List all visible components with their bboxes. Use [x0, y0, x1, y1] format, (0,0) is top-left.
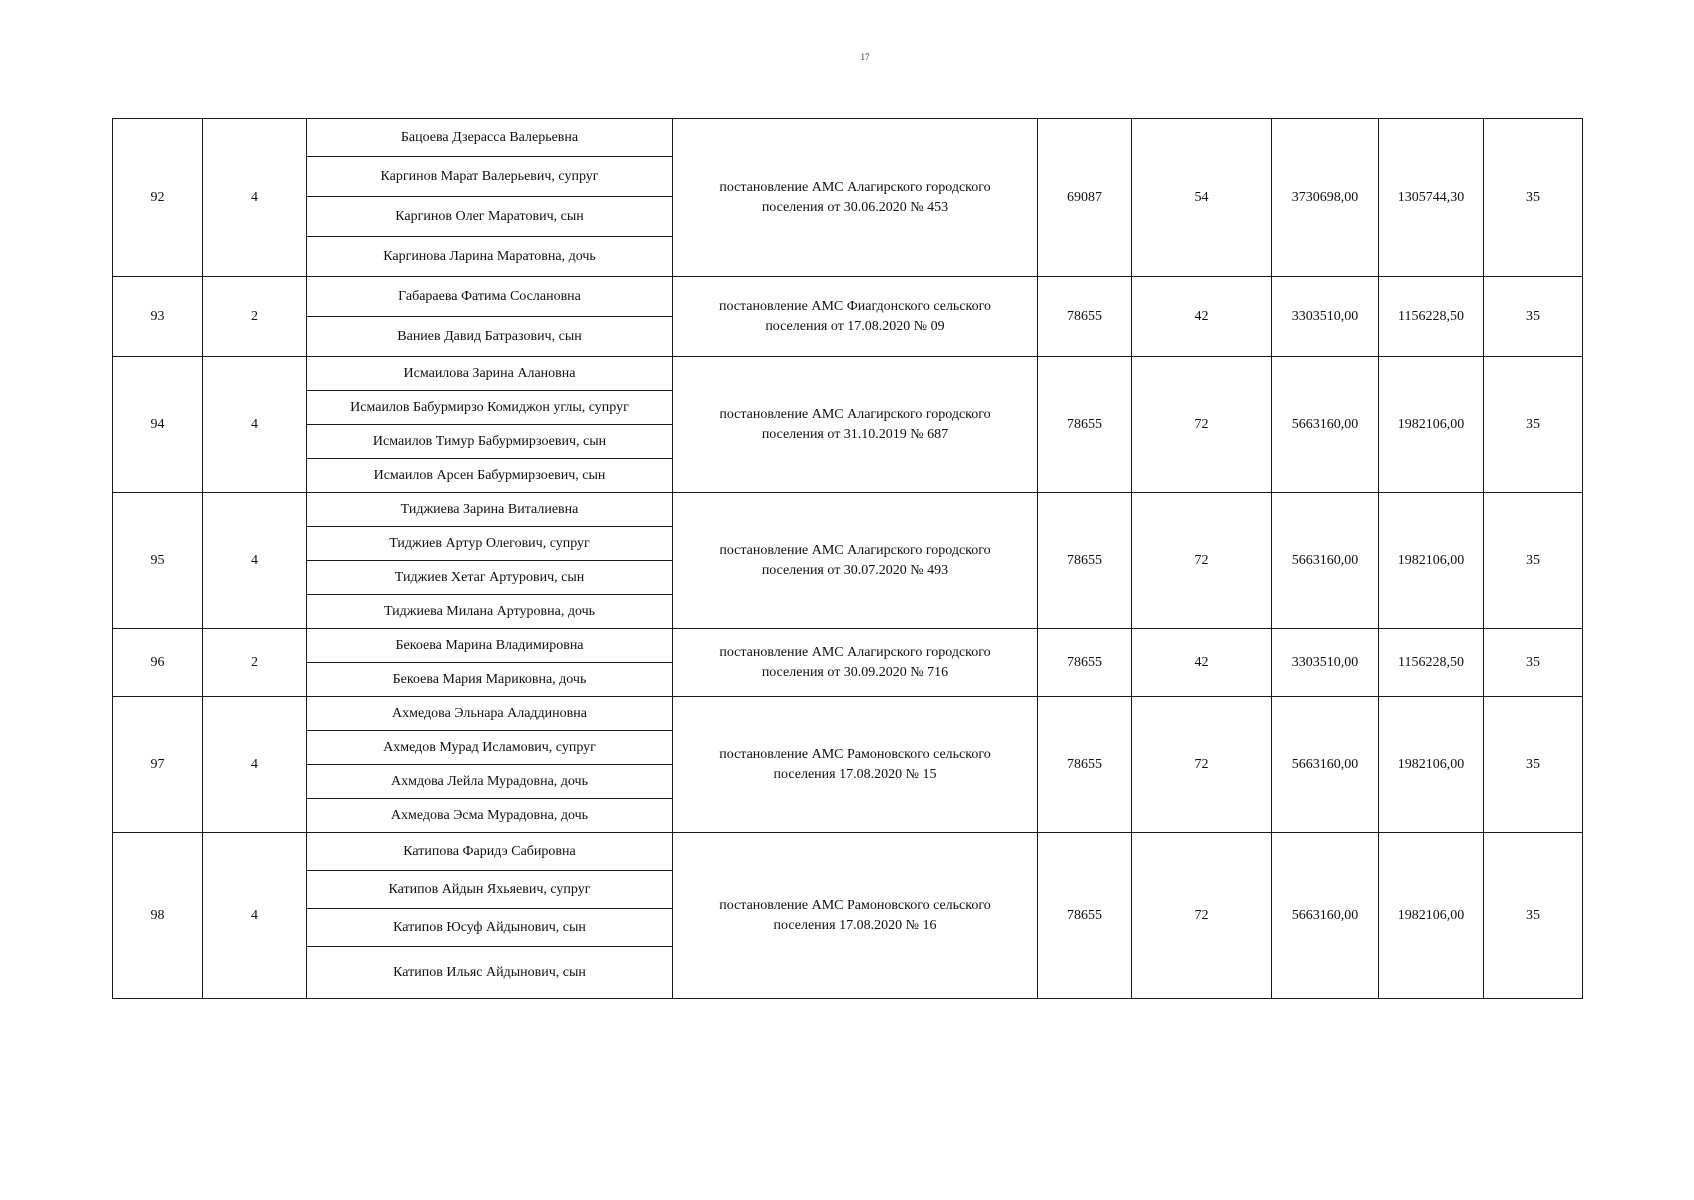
family-member-name: Катипов Айдын Яхьяевич, супруг	[307, 871, 673, 909]
page-number: 17	[860, 52, 870, 62]
total-cost: 5663160,00	[1272, 357, 1379, 493]
family-member-name: Каргинова Ларина Маратовна, дочь	[307, 237, 673, 277]
row-number: 94	[113, 357, 203, 493]
row-number: 95	[113, 493, 203, 629]
row-number: 97	[113, 697, 203, 833]
total-cost: 3303510,00	[1272, 629, 1379, 697]
subsidy-amount: 1156228,50	[1379, 277, 1484, 357]
table-row	[113, 833, 1583, 871]
family-member-name: Исмаилова Зарина Алановна	[307, 357, 673, 391]
area: 42	[1132, 629, 1272, 697]
table-body	[113, 119, 1583, 999]
row-number: 98	[113, 833, 203, 999]
price-per-sqm: 69087	[1038, 119, 1132, 277]
table-row	[113, 493, 1583, 527]
family-member-name: Ахмедов Мурад Исламович, супруг	[307, 731, 673, 765]
resolution-doc: постановление АМС Рамоновского сельского поселения 17.08.2020 № 16	[673, 833, 1038, 999]
total-cost: 5663160,00	[1272, 697, 1379, 833]
family-member-name: Тиджиев Артур Олегович, супруг	[307, 527, 673, 561]
table-row	[113, 697, 1583, 731]
price-per-sqm: 78655	[1038, 833, 1132, 999]
family-member-name: Каргинов Олег Маратович, сын	[307, 197, 673, 237]
subsidy-amount: 1982106,00	[1379, 833, 1484, 999]
row-number: 92	[113, 119, 203, 277]
resolution-doc: постановление АМС Алагирского городского поселения от 31.10.2019 № 687	[673, 357, 1038, 493]
resolution-doc: постановление АМС Алагирского городского поселения от 30.09.2020 № 716	[673, 629, 1038, 697]
table-row	[113, 629, 1583, 663]
family-member-name: Тиджиев Хетаг Артурович, сын	[307, 561, 673, 595]
family-member-name: Катипов Юсуф Айдынович, сын	[307, 909, 673, 947]
family-member-name: Исмаилов Арсен Бабурмирзоевич, сын	[307, 459, 673, 493]
total-cost: 5663160,00	[1272, 833, 1379, 999]
resolution-doc: постановление АМС Фиагдонского сельского поселения от 17.08.2020 № 09	[673, 277, 1038, 357]
subsidy-amount: 1982106,00	[1379, 493, 1484, 629]
percent: 35	[1484, 277, 1583, 357]
family-member-name: Тиджиева Милана Артуровна, дочь	[307, 595, 673, 629]
family-member-name: Ваниев Давид Батразович, сын	[307, 317, 673, 357]
family-member-name: Ахмдова Лейла Мурадовна, дочь	[307, 765, 673, 799]
family-member-name: Тиджиева Зарина Виталиевна	[307, 493, 673, 527]
area: 54	[1132, 119, 1272, 277]
total-cost: 3730698,00	[1272, 119, 1379, 277]
price-per-sqm: 78655	[1038, 277, 1132, 357]
resolution-doc: постановление АМС Рамоновского сельского поселения 17.08.2020 № 15	[673, 697, 1038, 833]
price-per-sqm: 78655	[1038, 357, 1132, 493]
family-member-name: Бекоева Мария Мариковна, дочь	[307, 663, 673, 697]
members-count: 4	[203, 697, 307, 833]
price-per-sqm: 78655	[1038, 697, 1132, 833]
area: 72	[1132, 697, 1272, 833]
family-member-name: Катипова Фаридэ Сабировна	[307, 833, 673, 871]
resolution-doc: постановление АМС Алагирского городского поселения от 30.07.2020 № 493	[673, 493, 1038, 629]
table-row	[113, 357, 1583, 391]
family-member-name: Ахмедова Эльнара Аладдиновна	[307, 697, 673, 731]
area: 72	[1132, 493, 1272, 629]
members-count: 2	[203, 629, 307, 697]
table-row	[113, 119, 1583, 157]
percent: 35	[1484, 833, 1583, 999]
percent: 35	[1484, 629, 1583, 697]
area: 72	[1132, 357, 1272, 493]
members-count: 4	[203, 357, 307, 493]
area: 42	[1132, 277, 1272, 357]
family-member-name: Бекоева Марина Владимировна	[307, 629, 673, 663]
total-cost: 3303510,00	[1272, 277, 1379, 357]
table-row	[113, 277, 1583, 317]
family-member-name: Ахмедова Эсма Мурадовна, дочь	[307, 799, 673, 833]
area: 72	[1132, 833, 1272, 999]
row-number: 96	[113, 629, 203, 697]
row-number: 93	[113, 277, 203, 357]
members-count: 4	[203, 119, 307, 277]
family-member-name: Катипов Ильяс Айдынович, сын	[307, 947, 673, 999]
family-member-name: Исмаилов Бабурмирзо Комиджон углы, супруг	[307, 391, 673, 425]
subsidy-amount: 1156228,50	[1379, 629, 1484, 697]
price-per-sqm: 78655	[1038, 629, 1132, 697]
percent: 35	[1484, 697, 1583, 833]
resolution-doc: постановление АМС Алагирского городского поселения от 30.06.2020 № 453	[673, 119, 1038, 277]
family-member-name: Исмаилов Тимур Бабурмирзоевич, сын	[307, 425, 673, 459]
subsidy-amount: 1982106,00	[1379, 697, 1484, 833]
members-count: 2	[203, 277, 307, 357]
percent: 35	[1484, 357, 1583, 493]
family-member-name: Каргинов Марат Валерьевич, супруг	[307, 157, 673, 197]
subsidy-amount: 1305744,30	[1379, 119, 1484, 277]
price-per-sqm: 78655	[1038, 493, 1132, 629]
subsidy-amount: 1982106,00	[1379, 357, 1484, 493]
total-cost: 5663160,00	[1272, 493, 1379, 629]
family-member-name: Габараева Фатима Сослановна	[307, 277, 673, 317]
percent: 35	[1484, 493, 1583, 629]
family-member-name: Бацоева Дзерасса Валерьевна	[307, 119, 673, 157]
recipients-table	[112, 118, 1583, 999]
members-count: 4	[203, 493, 307, 629]
percent: 35	[1484, 119, 1583, 277]
members-count: 4	[203, 833, 307, 999]
